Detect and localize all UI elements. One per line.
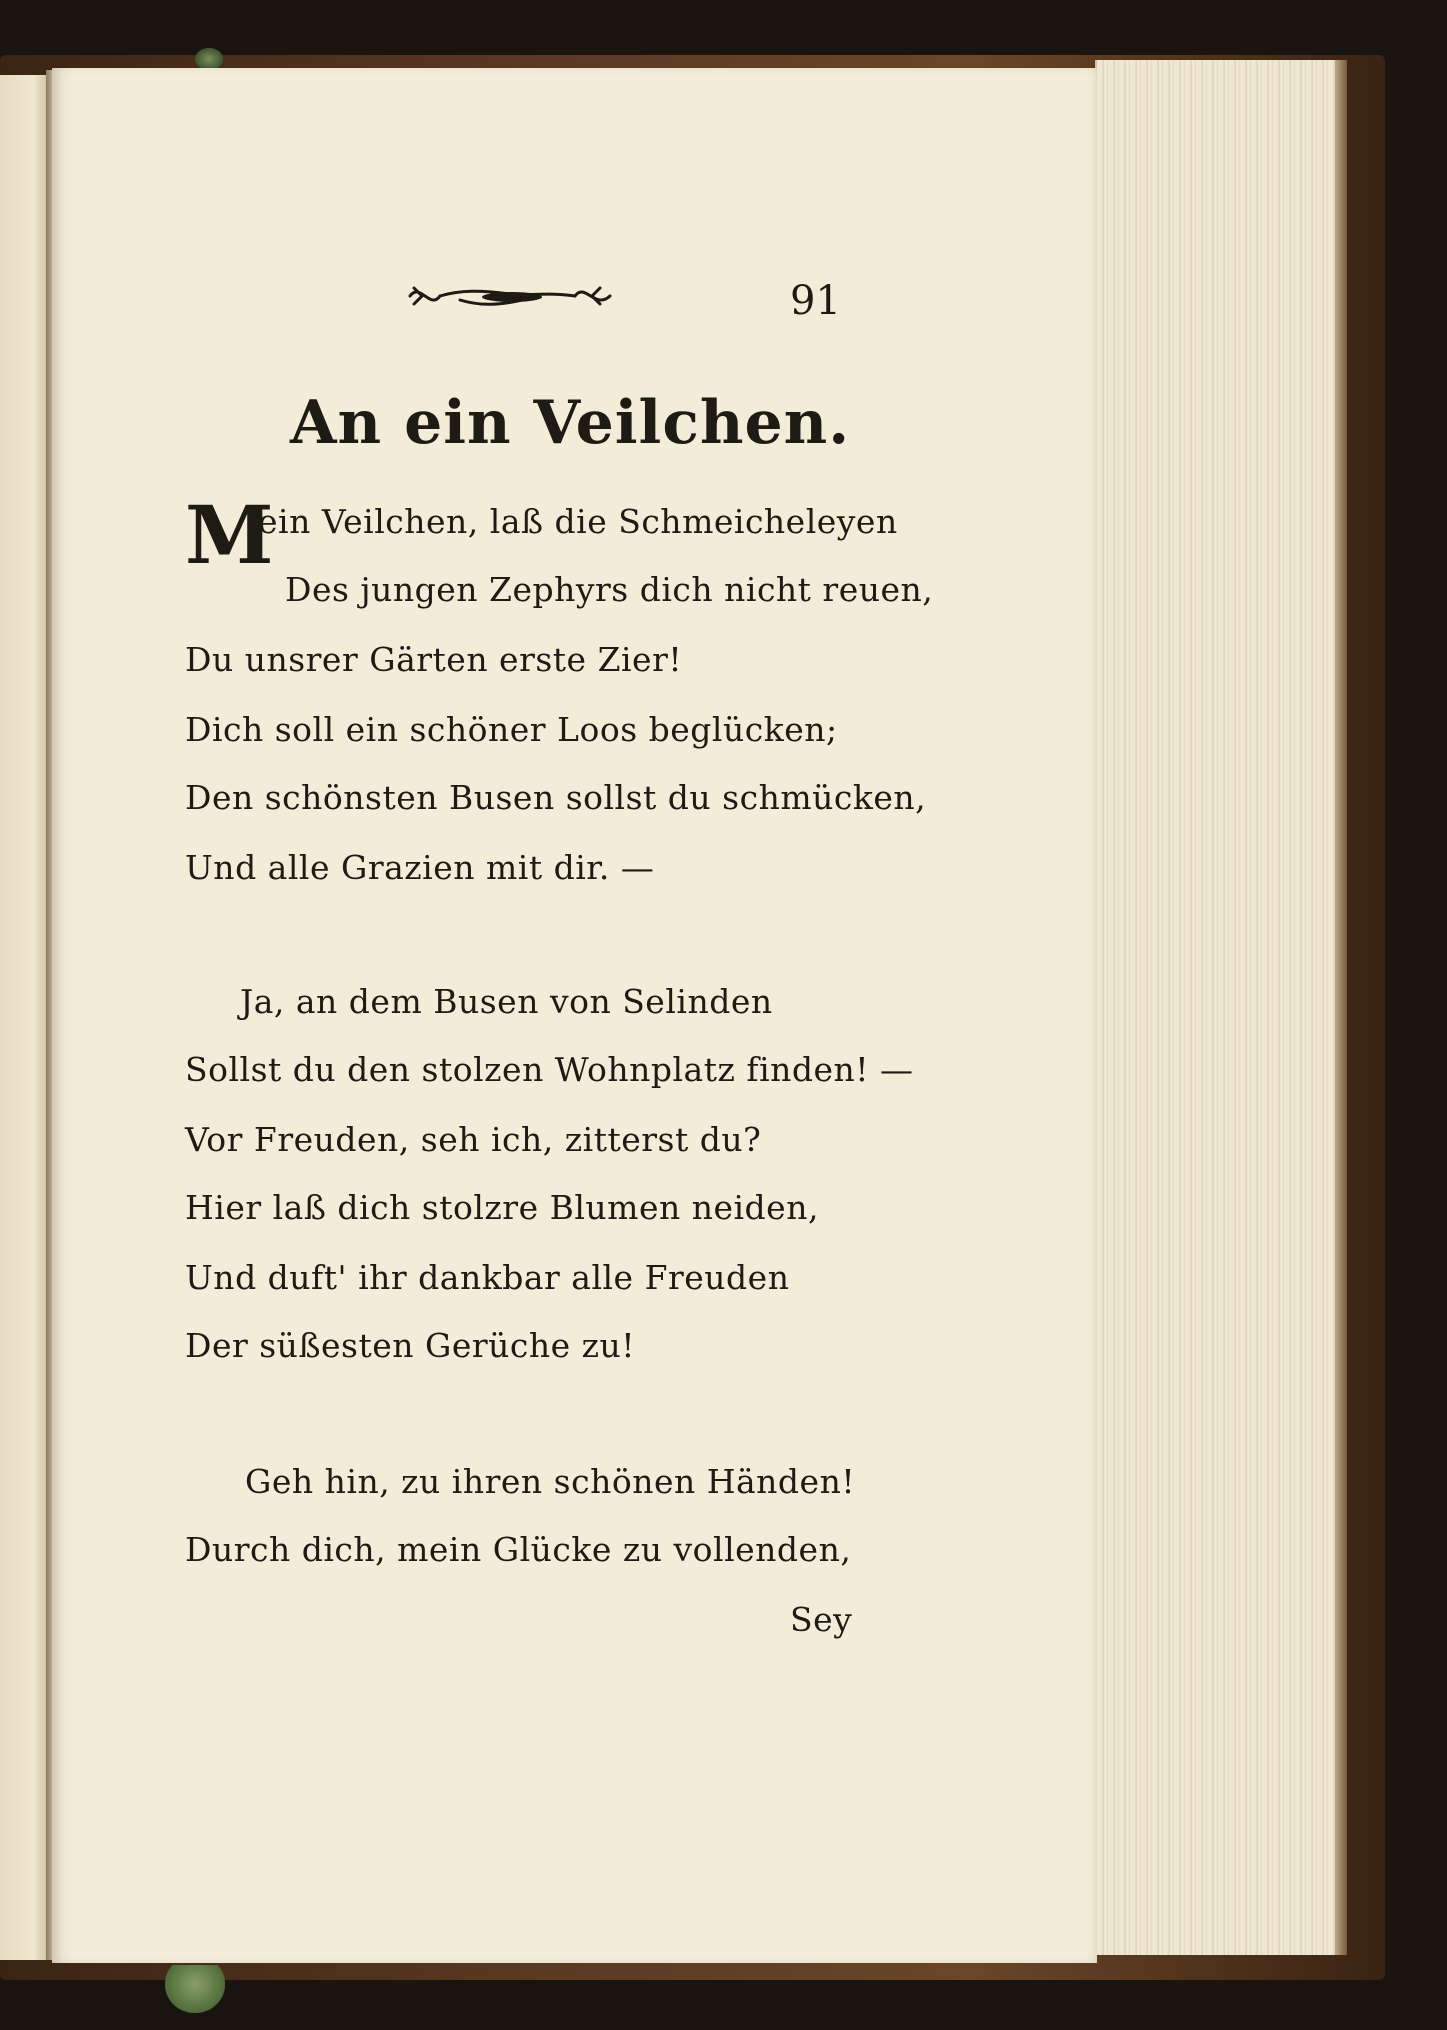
- poem-line: Und duft' ihr dankbar alle Freuden: [185, 1258, 790, 1297]
- poem-line: Des jungen Zephyrs dich nicht reuen,: [285, 570, 934, 609]
- poem-line: ein Veilchen, laß die Schmeicheleyen: [258, 502, 898, 541]
- decorative-ornament-icon: [400, 272, 625, 320]
- bookmark-ribbon-bottom: [165, 1965, 225, 2013]
- left-page-edge: [0, 75, 48, 1960]
- poem-line: Vor Freuden, seh ich, zitterst du?: [185, 1120, 762, 1159]
- poem-line: Geh hin, zu ihren schönen Händen!: [245, 1462, 856, 1501]
- poem-title: An ein Veilchen.: [290, 388, 851, 458]
- poem-line: Der süßesten Gerüche zu!: [185, 1326, 636, 1365]
- poem-line: Durch dich, mein Glücke zu vollenden,: [185, 1530, 852, 1569]
- page-number: 91: [790, 278, 841, 324]
- poem-line: Sollst du den stolzen Wohnplatz finden! —: [185, 1050, 914, 1089]
- drop-cap-initial: M: [185, 488, 274, 582]
- poem-line: Dich soll ein schöner Loos beglücken;: [185, 710, 838, 749]
- poem-line: Ja, an dem Busen von Selinden: [240, 982, 773, 1021]
- page-block-edges: [1095, 60, 1337, 1955]
- bookmark-ribbon-top: [195, 48, 223, 70]
- catchword: Sey: [790, 1600, 853, 1639]
- poem-line: Hier laß dich stolzre Blumen neiden,: [185, 1188, 819, 1227]
- poem-line: Du unsrer Gärten erste Zier!: [185, 640, 683, 679]
- poem-line: Und alle Grazien mit dir. —: [185, 848, 655, 887]
- poem-line: Den schönsten Busen sollst du schmücken,: [185, 778, 927, 817]
